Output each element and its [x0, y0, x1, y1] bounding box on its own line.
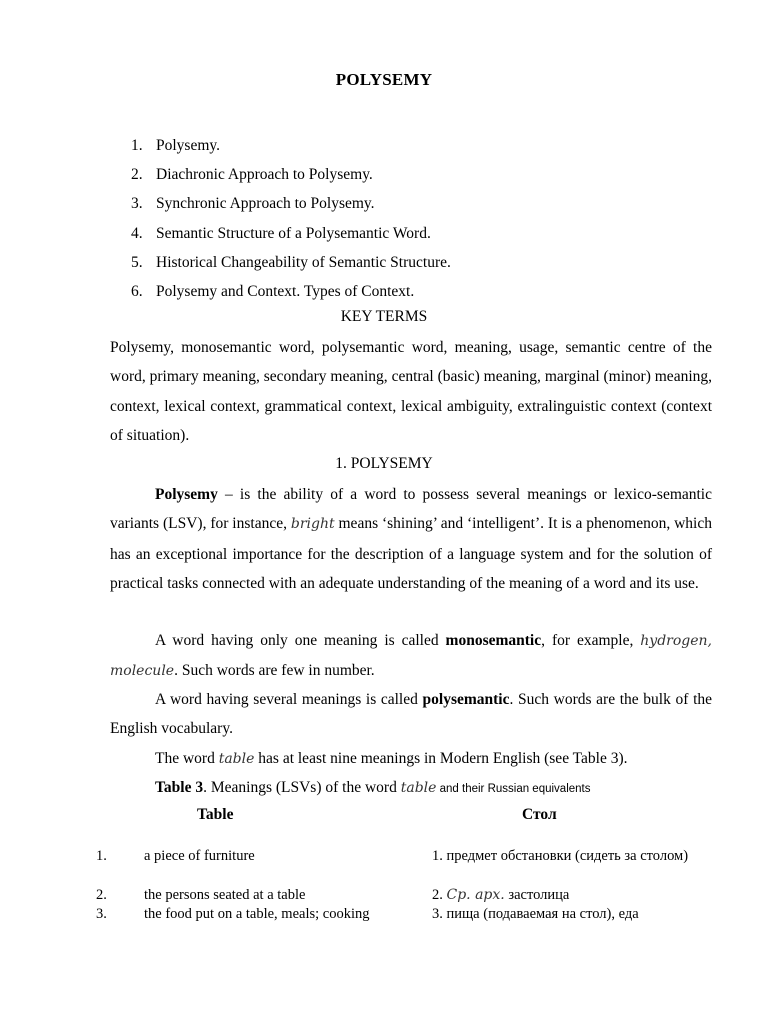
paragraph-text: A word having only one meaning is called [155, 632, 446, 649]
contents-number: 1. [131, 137, 143, 154]
contents-item [131, 131, 451, 160]
cell-text: a piece of furniture [144, 848, 255, 864]
table-cell-left [96, 886, 374, 905]
row-number: 2. [96, 887, 107, 903]
contents-item [131, 248, 451, 277]
table-column-header-right: Стол [522, 806, 557, 823]
paragraph-text: – is the ability of a word to possess several meanings or lexico-semantic variants (LSV), for instance, [110, 486, 712, 533]
example-word: bright [290, 516, 335, 533]
paragraph-text: has at least nine meanings in Modern English (see Table 3). [254, 750, 628, 767]
table-cell-left [96, 847, 374, 866]
paragraph-polysemy-definition [110, 480, 712, 598]
row-number: 3. [96, 906, 107, 922]
paragraph-table-intro [110, 744, 712, 774]
row-number: 1. [96, 848, 107, 864]
cell-text: the persons seated at a table [144, 887, 306, 903]
term-polysemantic: polysemantic [422, 691, 510, 708]
row-number: 3. [432, 906, 443, 922]
paragraph-text: The word [155, 750, 219, 767]
table-cell-right [432, 905, 732, 924]
paragraph-text: . Such words are the bulk of the English vocabulary. [110, 691, 712, 738]
cell-text: the food put on a table, meals; cooking [144, 906, 370, 922]
table-column-header-left: Table [197, 806, 234, 823]
contents-item [131, 189, 451, 218]
contents-text: Diachronic Approach to Polysemy. [156, 166, 373, 184]
term-monosemantic: monosemantic [445, 632, 542, 649]
example-word: table [218, 751, 255, 767]
contents-list [131, 131, 451, 306]
contents-text: Synchronic Approach to Polysemy. [156, 195, 375, 213]
cell-text: пища (подаваемая на стол), еда [446, 906, 639, 922]
contents-item [131, 160, 451, 189]
contents-text: Polysemy. [156, 137, 221, 154]
term-polysemy: Polysemy [155, 486, 218, 503]
table-cell-right [432, 847, 732, 866]
page-title: POLYSEMY [335, 70, 433, 89]
row-number: 2. [432, 887, 443, 903]
contents-text: Polysemy and Context. Types of Context. [156, 282, 415, 300]
contents-text: Historical Changeability of Semantic Structure. [156, 253, 451, 271]
key-terms-text: Polysemy, monosemantic word, polysemantic word, meaning, usage, semantic centre of the word, primary meaning, secondary meaning, central (basic) meaning, marginal (minor) meaning, context, lexical context, grammatical context, lexical ambiguity, extralinguistic context (context of situation). [110, 339, 712, 444]
paragraph-text: A word having several meanings is called [155, 691, 423, 708]
table-label: Table 3 [155, 779, 204, 796]
contents-number: 3. [131, 195, 143, 213]
caption-text: . Meanings (LSVs) of the word [203, 779, 401, 796]
contents-number: 4. [131, 224, 143, 242]
paragraph-text: . Such words are few in number. [174, 662, 375, 680]
table-caption [110, 773, 712, 804]
row-number: 1. [432, 848, 443, 864]
section-heading: 1. POLYSEMY [335, 455, 433, 472]
contents-item [131, 277, 451, 306]
contents-number: 6. [131, 282, 143, 300]
example-word: hydrogen, molecule [110, 633, 713, 680]
table-cell-right [432, 886, 732, 905]
paragraph-monosemantic [110, 626, 712, 687]
contents-number: 2. [131, 166, 143, 184]
contents-number: 5. [131, 253, 143, 271]
key-terms-heading: KEY TERMS [340, 308, 428, 325]
contents-text: Semantic Structure of a Polysemantic Word. [156, 224, 431, 242]
table-cell-left [96, 905, 374, 924]
caption-text: and their Russian equivalents [436, 783, 591, 795]
cell-text: предмет обстановки (сидеть за столом) [446, 848, 689, 864]
paragraph-text: , for example, [541, 632, 641, 649]
paragraph-polysemantic [110, 685, 712, 744]
example-word: table [400, 780, 437, 796]
paragraph-text: means ‘shining’ and ‘intelligent’. It is a phenomenon, which has an exceptional importance for the description of a language system and for the solution of practical tasks connected with an adequate understanding of the meaning of a word and its use. [110, 515, 712, 592]
contents-item [131, 219, 451, 248]
cell-abbreviation: Ср. арх. [446, 887, 505, 903]
cell-text: застолица [504, 887, 570, 903]
